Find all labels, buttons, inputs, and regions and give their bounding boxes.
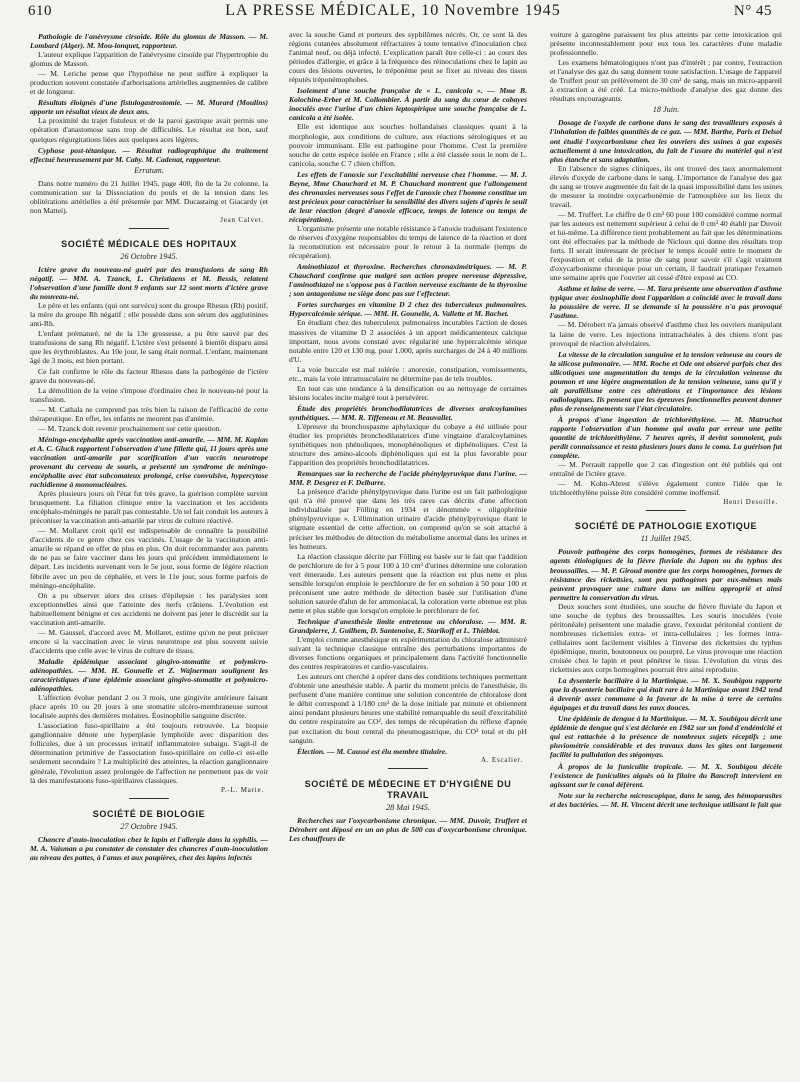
article-heading: Maladie épidémique associant gingivo-stomatite et polymicro-adénopathies. — MM. H. Gounelle et Z. Wajnerman soulignent les caractéristiques d'une épidémie associant gingivo-stomatite et polymicro-adénopathies. xyxy=(30,656,268,694)
paragraph: Elle est identique aux souches hollandaises classiques quant à la morphologie, aux conditions de culture, aux réactions sérologiques et au pouvoir immunisant. Elle est pathogène pour l'homme. C'est la première souche de cette espèce isolée en France ; elle a été classée sous le nom de L. canicola, souche C 7 chien chiffon. xyxy=(289,122,527,168)
paragraph: La proximité du trajet fistuleux et de la paroi gastrique avait permis une opération d'anastomose sans trop de difficultés. Le résultat est bon, sauf quelques régurgitations liées aux quelques aces légères. xyxy=(30,116,268,144)
paragraph: L'emploi comme anesthésique en expérimentation du chloralose administré suivant la technique classique entraîne des perturbations importantes de diverses fonctions organiques et principalement dans l'activité fonctionnelle des centres respiratoires et cardio-vasculaires. xyxy=(289,635,527,672)
paragraph: On a pu observer alors des crises d'épilepsie : les paralysies sont exceptionnelles ainsi que l'atteinte des nerfs crâniens. L'évolution est habituellement bénigne et ces accidents ne doivent pas jeter le discrédit sur la vaccination anti-amarile. xyxy=(30,590,268,627)
section-title: SOCIÉTÉ MÉDICALE DES HOPITAUX xyxy=(61,238,237,249)
article-heading: Technique d'anesthésie limite entretenue au chloralose. — MM. R. Grandpierre, J. Guilhem, D. Santenoise, E. Starikoff et L. Thiéblot. xyxy=(289,616,527,635)
paragraph: Les examens hématologiques n'ont pas d'intérêt ; par contre, l'extraction et l'analyse des gaz du sang donnent toute satisfaction. L'usage de l'appareil de Truffert pour un prélèvement de 30 cm³ de sang, mais un micro-appareil à extraction a été créé. La micro-méthode d'analyse des gaz donne des résultats encourageants. xyxy=(550,58,782,104)
article-heading: Fortes surcharges en vitamine D 2 chez des tuberculeux pulmonaires. Hypercalcémie sérique. — MM. H. Gounelle, A. Vallette et M. Bachet. xyxy=(289,300,527,319)
section-title: SOCIÉTÉ DE MÉDECINE ET D'HYGIÈNE DU TRAVAIL xyxy=(304,778,512,800)
article-heading: La vitesse de la circulation sanguine et la tension veineuse au cours de la silicose pulmonaire. — MM. Roche et Ode ont observé parfois chez des silicotiques une augmentation du temps de la circulation veineuse du poumon et une légère augmentation de la tension veineuse, sans qu'il y ait parallélisme entre ces altérations et l'importance des lésions radiologiques. Ils pensent que les épreuves fonctionnelles peuvent donner plus de renseignements sur l'état circulatoire. xyxy=(550,349,782,413)
article-heading: Aminothiazol et thyroxine. Recherches chronaximétriques. — M. P. Chauchard confirme que malgré son action propre nerveuse dépressive, l'aminothiazol ne s'oppose pas à l'action nerveuse excitante de la thyroxine ; son antagonisme ne siège donc pas sur l'effecteur. xyxy=(289,262,527,299)
divider xyxy=(129,228,169,229)
text-column-1 xyxy=(30,30,268,1076)
paragraph: — M. Gaussel, d'accord avec M. Mollaret, estime qu'on ne peut préciser encore si la vaccination avec le virus neurotrope est plus souvent suivie d'accidents que celle avec le virus de culture de tissus. xyxy=(30,627,268,655)
journal-title: LA PRESSE MÉDICALE, 10 Novembre 1945 xyxy=(225,2,561,19)
article-heading: Chancre d'auto-inoculation chez le lapin et l'allergie dans la syphilis. — M. A. Vaisman a pu constater de constater des chancres d'auto-inoculation au niveau des pattes, à l'anus et aux paupières, chez des lapins infectés xyxy=(30,834,268,862)
paragraph: L'enfant prématuré, né de la 13e grossesse, a pu être sauvé par des transfusions de sang Rh négatif. L'ictère s'est présenté à bientôt disparu ainsi que les érythroblastes. Au 10e jour, le sang était normal. L'enfant, maintenant âgé de 3 mois, est bien portant. xyxy=(30,329,268,366)
article-heading: Méningo-encéphalite après vaccination anti-amarile. — MM. M. Kaplan et A. C. Gluck rapportent l'observation d'une fillette qui, 11 jours après une vaccination anti-amarile par scarification d'un vaccin neurotrope provenant du cerveau de souris, a présenté un syndrome de méningo-encéphalite avec état subcomateux prolongé, crise convulsive, hypercytose rachidienne à mononucléaires. xyxy=(30,434,268,490)
paragraph: L'affection évolue pendant 2 ou 3 mois, une gingivite antérieure faisant place après 10 ou 20 jours à une stomatite ulcéro-membraneuse surtout localisée auprès des dernières molaires. Éosinophilie sanguine discrète. xyxy=(30,693,268,721)
signature: Henri Desoille. xyxy=(723,498,778,507)
paragraph: En étudiant chez des tuberculeux pulmonaires incurables l'action de doses massives de vitamine D 2 associées à un apport médicamenteux calcique important, nous avons constaté avec régularité une hypercalcémie sérique notable entre 120 et 130 mg. pour 1.000, après surcharges de 24 à 40 millions d'U. xyxy=(289,318,527,364)
article-heading: Étude des propriétés bronchodilatatrices de diverses aralcoylamines synthétiques. — MM. R. Tiffeneau et M. Beauvallet. xyxy=(289,403,527,422)
paragraph: En tout cas une tendance à la densification ou au nettoyage de certaines lésions locales incite malgré tout à persévérer. xyxy=(289,383,527,402)
paragraph: voiture à gazogène paraissent les plus atteints par cette intoxication qui présente incontestablement pour eux tous les caractères d'une maladie professionnelle. xyxy=(550,30,782,58)
section-title: SOCIÉTÉ DE PATHOLOGIE EXOTIQUE xyxy=(574,521,758,532)
article-heading: À propos d'une ingestion de trichloréthylène. — M. Matruchot rapporte l'observation d'un homme qui avala par erreur une petite quantité de trichloréthylène. 7 heures après, il devint somnolent, puis perdit connaissance et resta plusieurs jours dans le coma. La guérison fut complète. xyxy=(550,414,782,461)
date-line: 27 Octobre 1945. xyxy=(120,821,178,831)
paragraph: — M. Dérobert n'a jamais observé d'asthme chez les ouvriers manipulant la laine de verre. Les injections intratrachéales à des chiens n'ont pas provoqué de réaction alvéolaires. xyxy=(550,320,782,348)
paragraph: La démolition de la veine s'impose d'ordinaire chez le nouveau-né pour la transfusion. xyxy=(30,385,268,404)
paragraph: Les auteurs ont cherché à opérer dans des conditions techniques permettant d'obtenir une anesthésie stable. À partir du moment précis de l'anesthésie, ils perfusent d'une manière continue une solution concentrée de chloralose dont le débit correspond à 1/180 cm³ de la dose initiale par minute et obtiennent ainsi pendant plusieurs heures une stabilité remarquable du seuil d'excitabilité du centre respiratoire au CO², des temps de récupération du réflexe d'apnée par excitation du bout central du pneumogastrique, du CO² total et du pH sanguin. xyxy=(289,672,527,745)
signature: Jean Calvet. xyxy=(220,215,264,224)
paragraph: — M. Leriche pense que l'hypothèse ne peut suffire à expliquer la production souvent constatée d'arborisations artérielles augmentées de calibre et de longueur. xyxy=(30,69,268,97)
paragraph: Deux souches sont étudiées, une souche de fièvre fluviale du Japon et une souche de typhus des broussailles. Les souris inoculées (voie péritonéale) présentent une maladie grave, l'exsudat péritonéal contient de nombreuses rickettsies extra- et intra-cellulaires ; les formes intra-cellulaires sont facilement visibles à l'inverse des rickettsies du typhus épidémique, murin, boutonneux ou pourpré. Le virus provoque une réaction croisée chez le lapin et peut pénétrer le tissu. L'évolution du virus des rickettsies aux corps homogènes pourrait être ainsi reproduite. xyxy=(550,601,782,675)
page-header xyxy=(28,2,772,24)
paragraph: L'épreuve du bronchospasme aphylaxique du cobaye a été utilisée pour étudier les propriétés bronchodilatatrices d'une vingtaine d'aralcoylamines synthétiques non phénoliques, monophénoliques et diphénoliques. C'est la structure des amino-alcools diphénoliques qui est la plus favorable pour l'apparition des propriétés bronchodilatatrices. xyxy=(289,421,527,468)
article-heading: Pathologie de l'anévrysme cirsoïde. Rôle du glomus de Masson. — M. Lombard (Alger). M. Mou-lonquet, rapporteur. xyxy=(30,32,268,51)
article-heading: Pouvoir pathogène des corps homogènes, formes de résistance des agents étiologiques de la fièvre fluviale du Japon ou du typhus des broussailles. — M. P. Giroud montre que les corps homogènes, formes de résistance des rickettsies, sont peu pathogènes par eux-mêmes mais peuvent provoquer une culture dans un milieu approprié et ainsi permettre la conservation du virus. xyxy=(550,547,782,602)
issue-number: N° 45 xyxy=(733,3,772,19)
paragraph: La réaction classique décrite par Fölling est basée sur le fait que l'addition de perchlorure de fer à 5 pour 100 à 10 cm³ d'urines détermine une coloration vert émeraude. Les auteurs pensent que la réaction est plus nette et plus sensible lorsqu'on emploie le perchlorure de fer en solution à 50 pour 100 et préconisent une autre méthode de détection basée sur l'utilisation d'une solution saturée d'alun de fer ammoniacal, la coloration verte obtenue est plus nette et plus stable que lorsqu'on emploie le perchlorure de fer. xyxy=(289,551,527,615)
date-line: 26 Octobre 1945. xyxy=(120,251,178,261)
divider xyxy=(388,768,428,769)
signature: P.-L. Marie. xyxy=(220,785,264,794)
paragraph: — M. Truffert. Le chiffre de 0 cm³ 60 pour 100 considéré comme normal par les auteurs est nettement supérieur à celui de 0 cm³ 40 établi par Duvoir et lui-même. La différence tient probablement au fait que les déterminations ont été effectuées par la méthode de Nicloux qui donne des résultats trop forts. Il serait intéressant de préciser le temps écoulé entre le moment de l'exposition et celui de la prise de sang pour savoir s'il s'agit vraiment d'oxycarbonisme chronique pour un certain, il faudrait pratiquer l'examen une semaine après que l'ouvrier ait cessé d'être exposé au CO. xyxy=(550,209,782,283)
article-heading: Une épidémie de dengue à la Martinique. — M. X. Soubigou décrit une épidémie de dengue qui s'est déclarée en 1942 sur un fond d'endémicité et qui est rattachée à la présence de nombreux sujets réceptifs ; une pluviométrie considérable et des travaux dans les gîtes ont largement facilité la pullulation des stégomyas. xyxy=(550,714,782,760)
paragraph: Dans notre numéro du 21 Juillet 1945, page 400, fin de la 2e colonne, la communication sur la Dissociation du pouls et de la tension dans les oblitérations artérielles a été présentée par MM. Ducastaing et Giacardy (et non Mattei). xyxy=(30,178,268,215)
article-heading: À propos de la funiculite tropicale. — M. X. Soubigou décèle l'existence de funiculites aiguës où la filaire du Bancroft intervient en agissant sur le canal déférent. xyxy=(550,761,782,789)
article-heading: Recherches sur l'oxycarbonisme chronique. — MM. Duvoir, Truffert et Dérobert ont déposé en un an plus de 500 cas d'oxycarbonisme chronique. Les chauffeurs de xyxy=(289,815,527,843)
article-heading: Remarques sur la recherche de l'acide phénylpyruvique dans l'urine. — MM. P. Desgrez et F. Delbarre. xyxy=(289,469,527,488)
date-line: Erratum. xyxy=(134,165,164,175)
paragraph: L'auteur explique l'apparition de l'anévrysme cirsoïde par l'hypertrophie du glomus de Masson. xyxy=(30,50,268,69)
article-heading: Ictère grave du nouveau-né guéri par des transfusions de sang Rh négatif. — MM. A. Tzanck, L. Christiaens et M. Bessis, relatent l'observation d'une famille dont 9 enfants sur 12 sont morts d'ictère grave du nouveau-né. xyxy=(30,264,268,302)
text-column-3 xyxy=(550,30,782,1076)
article-heading: Résultats éloignés d'une fistulogastrostomie. — M. Murard (Moulins) apporte un résultat vieux de deux ans. xyxy=(30,98,268,117)
paragraph: Ce fait confirme le rôle du facteur Rhesus dans la pathogénie de l'ictère grave du nouveau-né. xyxy=(30,366,268,385)
date-line: 11 Juillet 1945. xyxy=(640,534,692,544)
paragraph: — M. Tzanck doit revenir prochainement sur cette question. xyxy=(38,423,222,433)
text-column-2 xyxy=(289,30,527,1076)
article-heading: Dosage de l'oxyde de carbone dans le sang des travailleurs exposés à l'inhalation de faibles quantités de ce gaz. — MM. Barthe, Paris et Delsol ont étudié l'oxycarbonisme chez les ouvriers des usines à gaz exposés actuellement à une intoxication, du fait de l'usure du matériel qui n'est plus étanche et sans adaptation. xyxy=(550,118,782,164)
article-heading: Élection. — M. Caussé est élu membre titulaire. xyxy=(297,746,448,756)
divider xyxy=(646,510,686,511)
page-number: 610 xyxy=(28,3,52,19)
paragraph: — M. Cathala ne comprend pas très bien la raison de l'efficacité de cette thérapeutique. En effet, les enfants ne meurent pas d'anémie. xyxy=(30,404,268,423)
paragraph: En l'absence de signes cliniques, ils ont trouvé des taux anormalement élevés d'oxyde de carbone dans le sang. L'importance de l'analyse des gaz du sang se trouve augmentée du fait de la quasi impossibilité dans les usines de mesurer la moindre oxycarbonémie de l'atmosphère sur les lieux du travail. xyxy=(550,163,782,209)
section-title: SOCIÉTÉ DE BIOLOGIE xyxy=(92,808,206,819)
paragraph: Après plusieurs jours où l'état fut très grave, la guérison complète survint brusquement. La filiation clinique entre la vaccination et les accidents encéphalo-méningés ne paraît pas contestable. Un tel fait conduit les auteurs à préconiser la vaccination anti-amarile par virus de culture réactivé. xyxy=(30,489,268,526)
article-heading: Les effets de l'anoxie sur l'excitabilité nerveuse chez l'homme. — M. J. Beyne, Mme Chauchard et M. P. Chauchard montrent que l'allongement des chronaxies nerveuses sous l'effet de l'anoxie chez l'homme constitue un test précieux pour caractériser la sensibilité des divers sujets d'après le seuil de leur réaction (degré d'anoxie efficace, temps de latence ou temps de récupération). xyxy=(289,169,527,224)
paragraph: avec la souche Gand et porteurs des syphilômes nécrés. Or, ce sont là des régions cutanées absolument réfractaires à toute tentative d'inoculation chez l'animal neuf, ou déjà infecté. L'explication paraît être celle-ci : au cours des périodes d'allergie, et grâce à la fréquence des réinoculations chez le lapin au cours des lésions ouvertes, le tréponème peut se fixer au niveau des tissus réputés tréponémophobes. xyxy=(289,30,527,85)
paragraph: L'association fuso-spirillaire a été toujours retrouvée. La biopsie ganglionnaire dénote une hyperplasie lymphoïde avec disparition des follicules, due à un processus irritatif inflammatoire subaigu. S'agit-il de détermination primitive de l'association fuso-spirillaire ou celle-ci est-elle seulement secondaire ? La multiplicité des atteintes, la réaction ganglionnaire générale, l'évolution assez prolongée de l'affection ne permettent pas de voir là des manifestations fuso-spirillaires classiques. xyxy=(30,721,268,785)
article-heading: Cyphose post-tétanique. — Résultat radiographique du traitement effectué heureusement par M. Caby. M. Cadenat, rapporteur. xyxy=(30,145,268,164)
paragraph: Le père et les enfants (qui ont survécu) sont du groupe Rhesus (Rh) positif, la mère du groupe Rh négatif ; elle possède dans son sérum des agglutinines anti-Rh. xyxy=(30,301,268,329)
divider xyxy=(129,798,169,799)
article-heading: La dysenterie bacillaire à la Martinique. — M. X. Soubigou rapporte que la dysenterie bacillaire qui était rare à la Martinique avant 1942 tend à devenir assez commune à la faveur de la mise à terre de certains équipages et du travail dans les eaux douces. xyxy=(550,676,782,713)
paragraph: — M. Mollaret croit qu'il est indispensable de connaître la possibilité d'accidents de ce genre chez ces vaccinés. L'usage de la vaccination anti-amarile se répand en effet de plus en plus. On doit recommander aux parents de ne pas se faire vacciner dans les jours qui précèdent immédiatement le départ. Les incidents survenant vers le 5e jour, sous forme de légère réaction fébrile avec un peu de céphalée, et vers le 11e jour, sous forme parfois de méningo-encéphalite. xyxy=(30,526,268,590)
paragraph: La voie buccale est mal tolérée : anorexie, constipation, vomissements, etc., mais la voie intramusculaire ne détermine pas de tels troubles. xyxy=(289,364,527,383)
signature: A. Escalier. xyxy=(480,755,523,764)
article-heading: Asthme et laine de verre. — M. Tara présente une observation d'asthme typique avec éosinophilie dont l'apparition a coïncidé avec le travail dans la poussière de verre. Il se demande si la poussière n'a pas provoqué l'asthme. xyxy=(550,284,782,321)
paragraph: L'organisme présente une notable résistance à l'anoxie traduisant l'existence de réserves d'oxygène responsables du temps de latence de la réaction et dont la reconstitution est nécessaire pour le retour à la normale (temps de récupération). xyxy=(289,223,527,261)
date-line: 28 Mai 1945. xyxy=(386,802,430,812)
paragraph: — M. Perrault rappelle que 2 cas d'ingestion ont été publiés qui ont entraîné de l'ictère grave. xyxy=(550,460,782,479)
date-line: 18 Juin. xyxy=(652,105,680,115)
article-heading: Note sur la recherche microscopique, dans le sang, des hémoparasites et des bactéries. — M. H. Vincent décrit une technique utilisant le fait que xyxy=(550,790,782,809)
article-heading: Isolement d'une souche française de « L. canicola ». — Mme B. Kolochine-Erber et M. Collombier. À partir du sang du cœur de cobayes inoculés avec l'urine d'un chien leptospirique une souche française de L. canicola a été isolée. xyxy=(289,86,527,123)
paragraph: La présence d'acide phénylpyruvique dans l'urine est un fait pathologique qui n'a été prouvé que dans les très rares cas décrits d'une affection individualisée par Fölling en 1934 et dénommée « oligophrénie phénylpyruvique ». L'élimination urinaire d'acide phénylpyruvique étant le stigmate essentiel de cette affection, on comprend qu'on se soit attaché à préciser les méthodes de détection du métabolisme anormal dans les urines et les humeurs. xyxy=(289,487,527,551)
paragraph: — M. Kohn-Abrest s'élève également contre l'idée que le trichloréthylène puisse être considéré comme inoffensif. xyxy=(550,479,782,498)
